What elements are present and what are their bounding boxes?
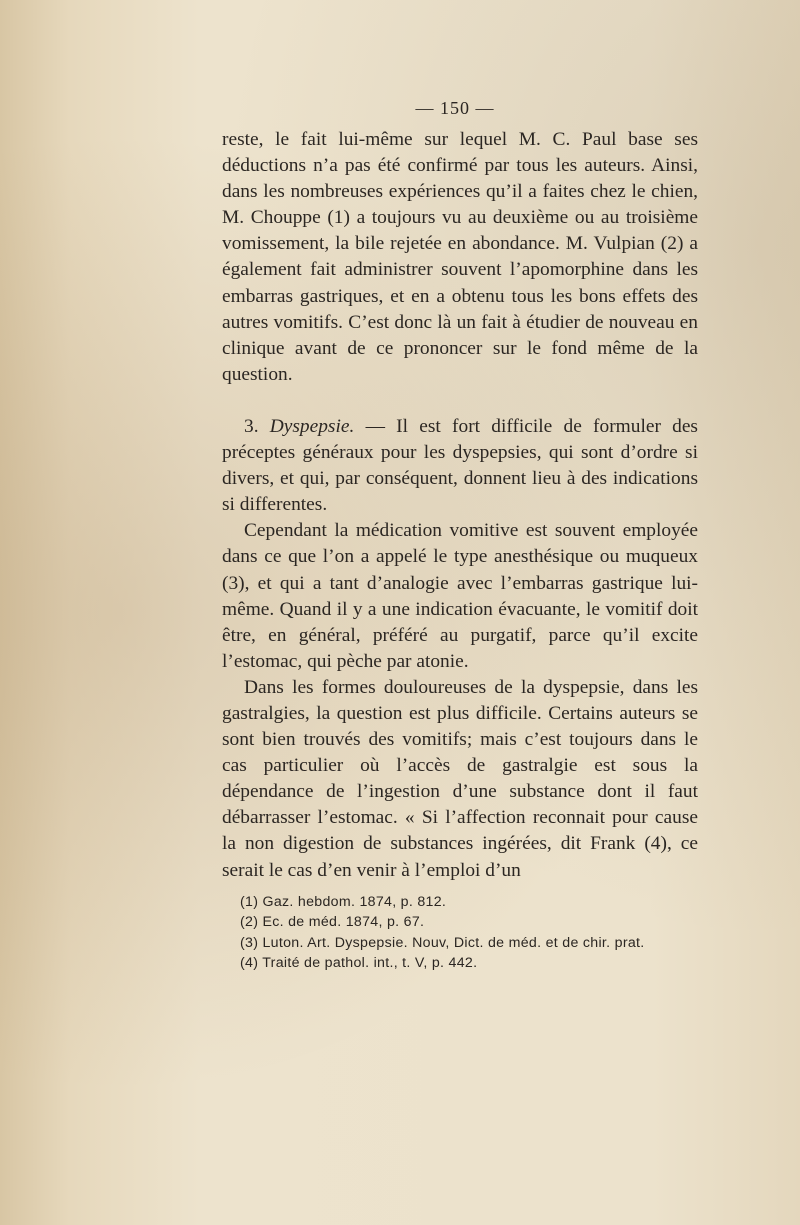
footnote-4: (4) Traité de pathol. int., t. V, p. 442.: [240, 954, 478, 971]
footnote-1: (1) Gaz. hebdom. 1874, p. 812.: [240, 894, 447, 910]
footnote-3: (3) Luton. Art. Dyspepsie. Nouv, Dict. de méd. et de chir. prat.: [240, 934, 645, 951]
paragraph-continuation: reste, le fait lui-même sur lequel M. C. Paul base ses déductions n’a pas été confirmé par tous les auteurs. Ainsi, dans les nombreuses expériences qu’il a faites chez le chien, M. Chouppe (1) a toujours vu au deuxième ou au troisième vomissement, la bile rejetée en abondance. M. Vulpian (2) a également fait administrer souvent l’apomorphine dans les embarras gastriques, et en a obtenu tous les bons effets des autres vomitifs. C’est donc là un fait à étudier de nouveau en clinique avant de ce prononcer sur le fond même de la question.: [222, 129, 698, 385]
section-spacer: [222, 388, 698, 414]
page-number: — 150 —: [415, 98, 495, 118]
footnotes: [240, 892, 700, 973]
body-text: [222, 127, 698, 884]
paragraph-dyspepsie: [222, 414, 698, 518]
section-title: Dyspepsie.: [269, 415, 355, 437]
footnote-2: (2) Ec. de méd. 1874, p. 67.: [240, 914, 425, 931]
paragraph-gastralgies: Dans les formes douloureuses de la dyspepsie, dans les gastralgies, la question est plus difficile. Certains auteurs se sont bien trouvés des vomitifs; mais c’est toujours dans le cas particulier où l’accès de gastralgie est sous la dépendance de l’ingestion d’une substance dont il faut débarrasser l’estomac. « Si l’affection reconnait pour cause la non digestion de substances ingérées, dit Frank (4), ce serait le cas d’en venir à l’emploi d’un: [222, 676, 698, 881]
section-text: — Il est fort difficile de formuler des préceptes généraux pour les dyspepsies, qui sont d’ordre si divers, et qui, par conséquent, donnent lieu à des indications si differentes.: [222, 415, 698, 516]
paragraph-medication: Cependant la médication vomitive est souvent employée dans ce que l’on a appelé le type anesthésique ou muqueux (3), et qui a tant d’analogie avec l’embarras gastrique lui-même. Quand il y a une indication évacuante, le vomitif doit être, en général, préféré au purgatif, parce qu’il excite l’estomac, qui pèche par atonie.: [222, 520, 698, 672]
section-number: 3.: [244, 415, 259, 437]
